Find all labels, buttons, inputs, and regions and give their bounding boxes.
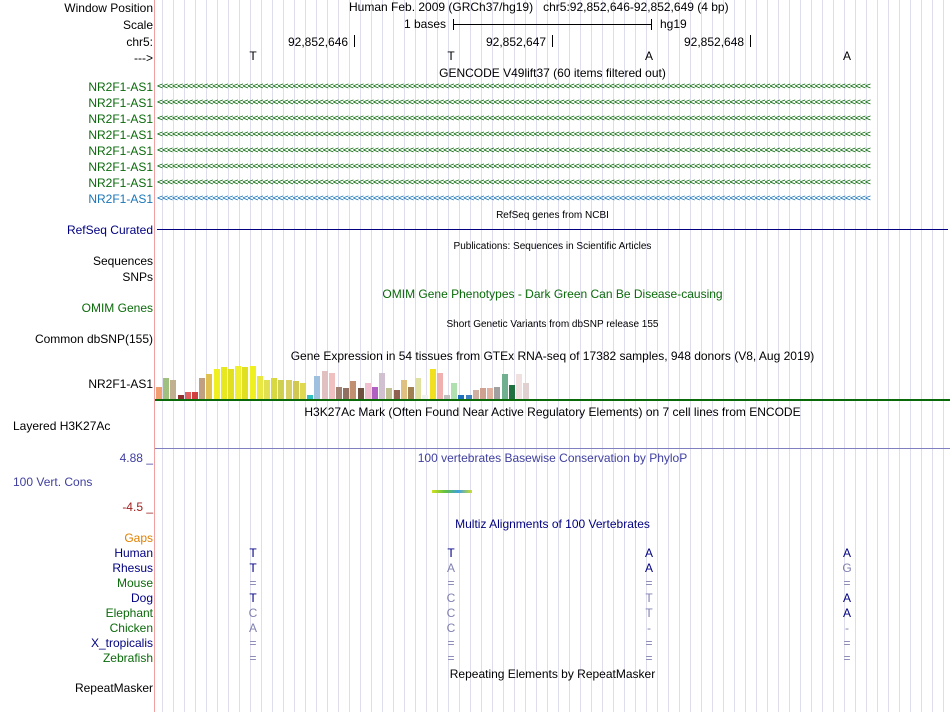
alignment-base: = (843, 576, 851, 590)
gtex-tissue-bar[interactable] (408, 387, 414, 399)
gaps-label: Gaps (124, 531, 153, 545)
scale-bar-right (651, 19, 652, 30)
genome-browser-image[interactable] (155, 0, 950, 712)
alignment-base: C (248, 606, 258, 620)
phylop-signal[interactable] (432, 490, 472, 493)
alignment-base: A (842, 546, 851, 560)
alignment-base: = (843, 636, 851, 650)
refseq-track-label[interactable]: RefSeq Curated (66, 223, 153, 237)
repeatmasker-track-label[interactable]: RepeatMasker (74, 681, 153, 695)
alignment-base: A (842, 591, 851, 605)
alignment-base: - (845, 621, 849, 635)
gencode-transcript[interactable]: <<<<<<<<<<<<<<<<<<<<<<<<<<<<<<<<<<<<<<<<<<<<<<<<<<<<<<<<<<<<<<<<<<<<<<<<<<<<<<<<<<<<<<<<<<<<<<<<<<<<<<<<<<<<<<<<<<<<<<<<<<<<<<<<<<<<<<<<<<<<<< (157, 129, 870, 140)
base-letter: A (644, 49, 653, 63)
alignment-base: = (447, 576, 455, 590)
gtex-tissue-bar[interactable] (286, 380, 292, 399)
gencode-item-label[interactable]: NR2F1-AS1 (88, 144, 153, 158)
gtex-baseline (155, 399, 950, 401)
refseq-track-title: RefSeq genes from NCBI (496, 210, 609, 221)
gencode-item-label[interactable]: NR2F1-AS1 (88, 160, 153, 174)
alignment-base: = (447, 651, 455, 665)
gtex-tissue-bar[interactable] (221, 367, 227, 399)
phylop-track-label[interactable]: 100 Vert. Cons (13, 475, 93, 489)
gtex-tissue-bar[interactable] (199, 378, 205, 399)
gtex-tissue-bar[interactable] (322, 371, 328, 399)
phylop-min-label: -4.5 _ (122, 500, 153, 514)
phylop-track-title: 100 vertebrates Basewise Conservation by PhyloP (417, 451, 688, 465)
species-label: Mouse (116, 576, 153, 590)
publications-track-label[interactable]: Sequences (92, 254, 153, 268)
species-label: Rhesus (112, 561, 153, 575)
alignment-base: = (249, 651, 257, 665)
gtex-tissue-bar[interactable] (185, 392, 191, 399)
multiz-track-title: Multiz Alignments of 100 Vertebrates (455, 517, 650, 531)
alignment-base: C (446, 621, 456, 635)
omim-track-label[interactable]: OMIM Genes (81, 301, 153, 315)
gtex-tissue-bar[interactable] (278, 380, 284, 399)
gtex-track-label[interactable]: NR2F1-AS1 (88, 377, 153, 391)
gtex-tissue-bar[interactable] (365, 383, 371, 399)
species-label: Zebrafish (102, 651, 153, 665)
gencode-transcript[interactable]: <<<<<<<<<<<<<<<<<<<<<<<<<<<<<<<<<<<<<<<<<<<<<<<<<<<<<<<<<<<<<<<<<<<<<<<<<<<<<<<<<<<<<<<<<<<<<<<<<<<<<<<<<<<<<<<<<<<<<<<<<<<<<<<<<<<<<<<<<<<<<< (157, 113, 870, 124)
gtex-tissue-bar[interactable] (487, 388, 493, 399)
gtex-tissue-bar[interactable] (192, 392, 198, 399)
gencode-item-label[interactable]: NR2F1-AS1 (88, 112, 153, 126)
gtex-tissue-bar[interactable] (401, 380, 407, 399)
alignment-base: = (645, 651, 653, 665)
base-letter: T (447, 49, 455, 63)
gtex-tissue-bar[interactable] (329, 373, 335, 399)
species-label: Dog (130, 591, 153, 605)
alignment-base: = (645, 636, 653, 650)
alignment-base: = (843, 651, 851, 665)
gtex-tissue-bar[interactable] (523, 383, 529, 399)
repeatmasker-track-title: Repeating Elements by RepeatMasker (449, 667, 656, 681)
gtex-tissue-bar[interactable] (163, 378, 169, 399)
coord-label: 92,852,647 (486, 35, 547, 49)
gtex-tissue-bar[interactable] (437, 373, 443, 399)
gtex-tissue-bar[interactable] (494, 387, 500, 399)
gtex-tissue-bar[interactable] (228, 369, 234, 399)
gtex-tissue-bar[interactable] (250, 366, 256, 399)
chrom-label: chr5: (126, 35, 153, 49)
gencode-track-title: GENCODE V49lift37 (60 items filtered out) (439, 66, 666, 80)
window-position-label: Window Position (64, 1, 153, 15)
base-letter: T (249, 49, 257, 63)
coord-label: 92,852,646 (288, 35, 349, 49)
gencode-item-label[interactable]: NR2F1-AS1 (88, 80, 153, 94)
alignment-base: T (447, 546, 455, 560)
alignment-base: = (249, 576, 257, 590)
gtex-tissue-bar[interactable] (502, 374, 508, 399)
publications-track-title: Publications: Sequences in Scientific Articles (453, 241, 652, 252)
gencode-transcript[interactable]: <<<<<<<<<<<<<<<<<<<<<<<<<<<<<<<<<<<<<<<<<<<<<<<<<<<<<<<<<<<<<<<<<<<<<<<<<<<<<<<<<<<<<<<<<<<<<<<<<<<<<<<<<<<<<<<<<<<<<<<<<<<<<<<<<<<<<<<<<<<<<< (157, 177, 870, 188)
strand-label: ---> (134, 51, 153, 65)
gtex-tissue-bar[interactable] (350, 381, 356, 399)
gencode-item-label[interactable]: NR2F1-AS1 (88, 176, 153, 190)
gtex-tissue-bar[interactable] (386, 388, 392, 399)
coord-label: 92,852,648 (684, 35, 745, 49)
alignment-base: C (446, 591, 456, 605)
gtex-tissue-bar[interactable] (314, 376, 320, 399)
assembly-title: Human Feb. 2009 (GRCh37/hg19) chr5:92,852,646-92,852,649 (4 bp) (349, 0, 729, 14)
base-letter: A (842, 49, 851, 63)
gencode-transcript[interactable]: <<<<<<<<<<<<<<<<<<<<<<<<<<<<<<<<<<<<<<<<<<<<<<<<<<<<<<<<<<<<<<<<<<<<<<<<<<<<<<<<<<<<<<<<<<<<<<<<<<<<<<<<<<<<<<<<<<<<<<<<<<<<<<<<<<<<<<<<<<<<<< (157, 81, 870, 92)
gtex-tissue-bar[interactable] (480, 388, 486, 399)
gtex-track-title: Gene Expression in 54 tissues from GTEx RNA-seq of 17382 samples, 948 donors (V8, Aug 2019) (290, 349, 815, 363)
gtex-tissue-bar[interactable] (257, 376, 263, 399)
alignment-base: A (446, 561, 455, 575)
scale-db: hg19 (660, 17, 687, 31)
gtex-tissue-bar[interactable] (235, 366, 241, 399)
alignment-base: C (446, 606, 456, 620)
alignment-base: A (842, 606, 851, 620)
alignment-base: T (645, 606, 653, 620)
h3k27ac-track-title: H3K27Ac Mark (Often Found Near Active Regulatory Elements) on 7 cell lines from ENCODE (304, 405, 801, 419)
omim-track-title: OMIM Gene Phenotypes - Dark Green Can Be Disease-causing (382, 287, 723, 301)
alignment-base: = (447, 636, 455, 650)
gtex-tissue-bar[interactable] (358, 388, 364, 399)
dbsnp-track-title: Short Genetic Variants from dbSNP release 155 (446, 319, 659, 330)
phylop-max-label: 4.88 _ (119, 451, 153, 465)
gtex-tissue-bar[interactable] (300, 383, 306, 399)
scale-label: Scale (122, 18, 153, 32)
refseq-gene-line[interactable] (157, 229, 948, 230)
coord-tick (552, 35, 553, 47)
gtex-bar-chart[interactable] (155, 364, 555, 399)
gencode-transcript[interactable]: <<<<<<<<<<<<<<<<<<<<<<<<<<<<<<<<<<<<<<<<<<<<<<<<<<<<<<<<<<<<<<<<<<<<<<<<<<<<<<<<<<<<<<<<<<<<<<<<<<<<<<<<<<<<<<<<<<<<<<<<<<<<<<<<<<<<<<<<<<<<<< (157, 161, 870, 172)
alignment-base: A (248, 621, 257, 635)
gtex-tissue-bar[interactable] (430, 369, 436, 399)
position-text: chr5:92,852,646-92,852,649 (4 bp) (543, 0, 729, 14)
snps-track-label[interactable]: SNPs (122, 270, 153, 284)
gtex-tissue-bar[interactable] (516, 374, 522, 399)
species-label: Chicken (109, 621, 153, 635)
gtex-tissue-bar[interactable] (206, 374, 212, 399)
alignment-base: G (842, 561, 852, 575)
alignment-base: - (647, 621, 651, 635)
alignment-base: T (249, 591, 257, 605)
alignment-base: T (645, 591, 653, 605)
phylop-max-line (155, 448, 950, 449)
gencode-transcript[interactable]: <<<<<<<<<<<<<<<<<<<<<<<<<<<<<<<<<<<<<<<<<<<<<<<<<<<<<<<<<<<<<<<<<<<<<<<<<<<<<<<<<<<<<<<<<<<<<<<<<<<<<<<<<<<<<<<<<<<<<<<<<<<<<<<<<<<<<<<<<<<<<< (157, 145, 870, 156)
gencode-transcript[interactable]: <<<<<<<<<<<<<<<<<<<<<<<<<<<<<<<<<<<<<<<<<<<<<<<<<<<<<<<<<<<<<<<<<<<<<<<<<<<<<<<<<<<<<<<<<<<<<<<<<<<<<<<<<<<<<<<<<<<<<<<<<<<<<<<<<<<<<<<<<<<<<< (157, 97, 870, 108)
gtex-tissue-bar[interactable] (170, 380, 176, 399)
gtex-tissue-bar[interactable] (264, 380, 270, 399)
alignment-base: = (645, 576, 653, 590)
species-label: X_tropicalis (90, 636, 153, 650)
gencode-item-label[interactable]: NR2F1-AS1 (88, 128, 153, 142)
h3k27ac-track-label[interactable]: Layered H3K27Ac (13, 419, 111, 433)
gencode-item-label[interactable]: NR2F1-AS1 (88, 96, 153, 110)
gtex-tissue-bar[interactable] (343, 388, 349, 399)
gtex-tissue-bar[interactable] (451, 383, 457, 399)
gtex-tissue-bar[interactable] (372, 387, 378, 399)
species-label: Elephant (105, 606, 153, 620)
scale-bar (453, 24, 651, 25)
alignment-base: A (644, 561, 653, 575)
alignment-base: T (249, 546, 257, 560)
alignment-base: A (644, 546, 653, 560)
coord-tick (750, 35, 751, 47)
gtex-tissue-bar[interactable] (509, 385, 515, 399)
scale-value: 1 bases (404, 17, 447, 31)
gtex-tissue-bar[interactable] (394, 390, 400, 399)
coord-tick (354, 35, 355, 47)
gencode-item-label[interactable]: NR2F1-AS1 (88, 192, 153, 206)
gtex-tissue-bar[interactable] (415, 378, 421, 399)
gtex-tissue-bar[interactable] (336, 387, 342, 399)
gtex-tissue-bar[interactable] (242, 367, 248, 399)
alignment-base: = (249, 636, 257, 650)
gtex-tissue-bar[interactable] (271, 378, 277, 399)
gtex-tissue-bar[interactable] (293, 381, 299, 399)
alignment-base: T (249, 561, 257, 575)
track-label-column (0, 0, 155, 712)
dbsnp-track-label[interactable]: Common dbSNP(155) (34, 332, 153, 346)
gtex-tissue-bar[interactable] (214, 369, 220, 399)
gtex-tissue-bar[interactable] (379, 373, 385, 399)
gencode-transcript[interactable]: <<<<<<<<<<<<<<<<<<<<<<<<<<<<<<<<<<<<<<<<<<<<<<<<<<<<<<<<<<<<<<<<<<<<<<<<<<<<<<<<<<<<<<<<<<<<<<<<<<<<<<<<<<<<<<<<<<<<<<<<<<<<<<<<<<<<<<<<<<<<<< (157, 193, 870, 204)
species-label: Human (114, 546, 153, 560)
gtex-tissue-bar[interactable] (473, 390, 479, 399)
gtex-tissue-bar[interactable] (156, 387, 162, 399)
